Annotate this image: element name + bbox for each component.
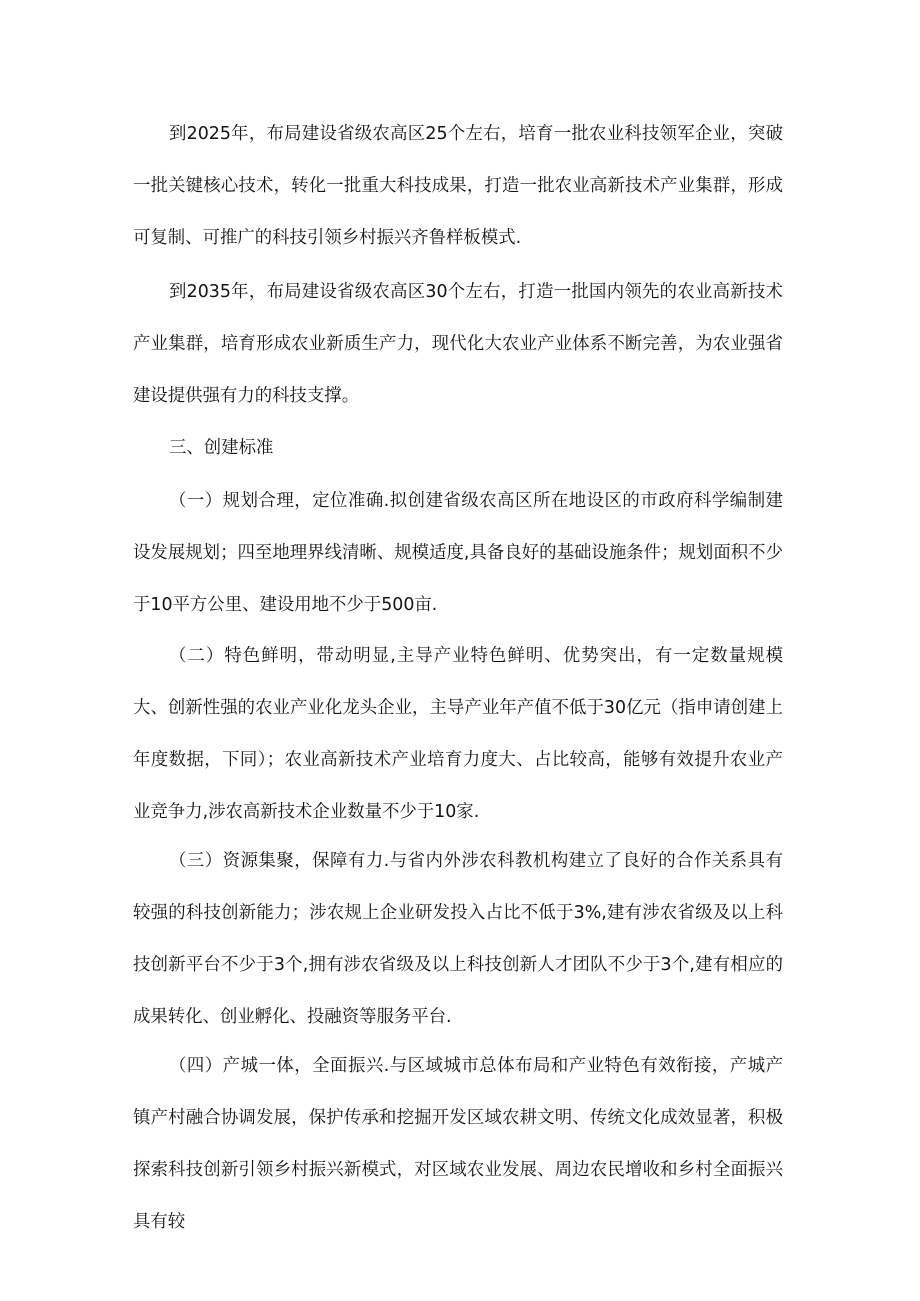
paragraph-standard-4-integration: （四）产城一体，全面振兴.与区域城市总体布局和产业特色有效衔接，产城产镇产村融合协调发展，保护传承和挖掘开发区域农耕文明、传统文化成效显著，积极探索科技创新引领乡村振兴新模式，对区域农业发展、周边农民增收和乡村全面振兴具有较 [133,1056,783,1232]
paragraph-standard-3-resources: （三）资源集聚，保障有力.与省内外涉农科教机构建立了良好的合作关系具有较强的科技创新能力；涉农规上企业研发投入占比不低于3%,建有涉农省级及以上科技创新平台不少于3个,拥有涉农省级及以上科技创新人才团队不少于3个,建有相应的成果转化、创业孵化、投融资等服务平台. [133,851,783,1027]
paragraph-target-2035: 到2035年，布局建设省级农高区30个左右，打造一批国内领先的农业高新技术产业集群，培育形成农业新质生产力，现代化大农业产业体系不断完善，为农业强省建设提供强有力的科技支撑。 [133,282,783,406]
paragraph-target-2025: 到2025年，布局建设省级农高区25个左右，培育一批农业科技领军企业，突破一批关键核心技术，转化一批重大科技成果，打造一批农业高新技术产业集群，形成可复制、可推广的科技引领乡村振兴齐鲁样板模式. [133,124,783,248]
paragraph-standard-2-features: （二）特色鲜明，带动明显,主导产业特色鲜明、优势突出，有一定数量规模大、创新性强的农业产业化龙头企业，主导产业年产值不低于30亿元（指申请创建上年度数据，下同）；农业高新技术产业培育力度大、占比较高，能够有效提升农业产业竞争力,涉农高新技术企业数量不少于10家. [133,646,783,822]
paragraph-standard-1-planning: （一）规划合理，定位准确.拟创建省级农高区所在地设区的市政府科学编制建设发展规划；四至地理界线清晰、规模适度,具备良好的基础设施条件；规划面积不少于10平方公里、建设用地不少于500亩. [133,491,783,615]
section-heading-creation-standards: 三、创建标准 [169,438,274,458]
